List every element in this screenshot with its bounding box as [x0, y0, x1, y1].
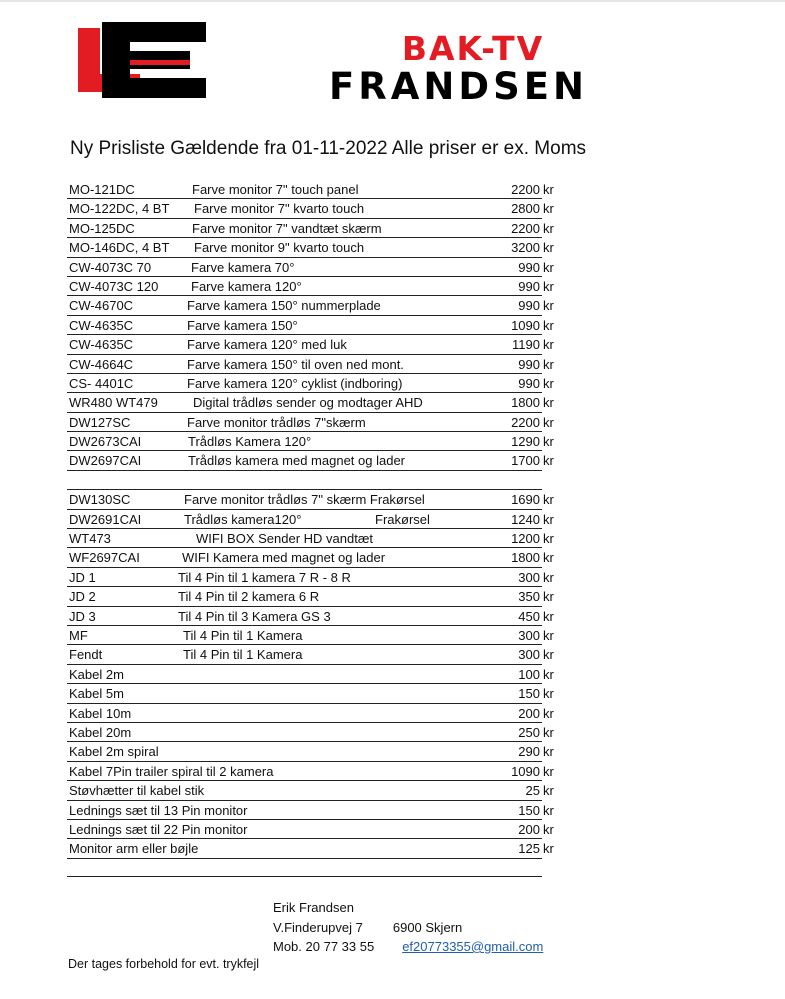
contact-block: [273, 898, 543, 957]
item-description: Farve monitor 7" vandtæt skærm: [192, 220, 382, 236]
table-row: [67, 355, 567, 374]
currency-unit: kr: [543, 434, 554, 450]
table-row: [67, 451, 567, 470]
item-code: WR480 WT479: [69, 395, 158, 411]
table-row: [67, 199, 567, 218]
contact-street: V.Finderupvej 7: [273, 919, 363, 935]
item-code: Kabel 7Pin trailer spiral til 2 kamera: [69, 763, 274, 779]
table-end-divider: [67, 876, 542, 877]
table-row: [67, 490, 567, 509]
item-code: CW-4664C: [69, 356, 134, 372]
row-divider: [67, 858, 542, 859]
currency-unit: kr: [543, 783, 554, 799]
item-code: WT473: [69, 531, 111, 547]
item-description: Farve kamera 150° til oven ned mont.: [187, 356, 404, 372]
item-description: Farve kamera 150°: [187, 317, 298, 333]
currency-unit: kr: [543, 569, 554, 585]
table-row: [67, 820, 567, 839]
currency-unit: kr: [543, 686, 554, 702]
item-code: MO-125DC: [69, 220, 135, 236]
item-description: Farve kamera 70°: [191, 259, 295, 275]
item-code: MO-121DC: [69, 182, 135, 197]
item-description: Farve kamera 150° nummerplade: [187, 298, 381, 314]
table-row: [67, 781, 567, 800]
currency-unit: kr: [543, 550, 554, 566]
item-description: Farve monitor 7" touch panel: [192, 182, 359, 197]
table-row: [67, 316, 567, 335]
item-description: Farve monitor 9" kvarto touch: [194, 240, 365, 256]
table-row: [67, 839, 567, 858]
table-row: [67, 413, 567, 432]
item-code: Kabel 2m: [69, 666, 124, 682]
item-code: Monitor arm eller bøjle: [69, 841, 199, 857]
currency-unit: kr: [543, 802, 554, 818]
item-price: 200: [518, 705, 540, 721]
item-code: JD 2: [69, 589, 96, 605]
item-price: 990: [518, 356, 540, 372]
item-description: Til 4 Pin til 1 Kamera: [183, 647, 303, 663]
item-description: Farve kamera 120° cyklist (indboring): [187, 375, 403, 391]
logo-text-frandsen: FRANDSEN: [329, 65, 588, 108]
item-price: 1200: [511, 531, 540, 547]
contact-city: 6900 Skjern: [392, 919, 463, 935]
contact-address: [273, 918, 543, 938]
item-code: Kabel 10m: [69, 705, 132, 721]
item-description: WIFI BOX Sender HD vandtæt: [196, 531, 374, 547]
item-price: 1240: [511, 511, 540, 527]
item-code: MO-146DC, 4 BT: [69, 240, 170, 256]
item-code: Fendt: [69, 647, 103, 663]
table-row: [67, 723, 567, 742]
table-row: [67, 374, 567, 393]
item-price: 1190: [512, 337, 540, 353]
currency-unit: kr: [543, 841, 554, 857]
item-price: 1290: [511, 434, 540, 450]
item-code: Kabel 2m spiral: [69, 744, 159, 760]
item-code: MO-122DC, 4 BT: [69, 201, 170, 217]
currency-unit: kr: [543, 744, 554, 760]
currency-unit: kr: [543, 201, 554, 217]
item-code: DW130SC: [69, 492, 131, 508]
item-price: 1090: [511, 317, 540, 333]
item-description: Farve monitor trådløs 7"skærm: [187, 414, 366, 430]
item-description: Trådløs kamera med magnet og lader: [188, 453, 406, 469]
currency-unit: kr: [543, 182, 554, 197]
table-row: [67, 704, 567, 723]
currency-unit: kr: [543, 724, 554, 740]
item-description: Til 4 Pin til 1 kamera 7 R - 8 R: [178, 569, 351, 585]
item-code: Lednings sæt til 22 Pin monitor: [69, 821, 248, 837]
currency-unit: kr: [543, 375, 554, 391]
price-list-title: Ny Prisliste Gældende fra 01-11-2022 Alle priser er ex. Moms: [70, 138, 587, 159]
item-price: 990: [518, 259, 540, 275]
currency-unit: kr: [543, 298, 554, 314]
item-description: Trådløs kamera120°: [184, 511, 302, 527]
table-row: [67, 258, 567, 277]
table-row: [67, 684, 567, 703]
currency-unit: kr: [543, 492, 554, 508]
item-price: 990: [518, 298, 540, 314]
item-code: DW127SC: [69, 414, 131, 430]
item-price: 125: [518, 841, 540, 857]
table-row: [67, 219, 567, 238]
item-code: CW-4635C: [69, 317, 134, 333]
currency-unit: kr: [543, 821, 554, 837]
item-description: Til 4 Pin til 3 Kamera GS 3: [178, 608, 331, 624]
currency-unit: kr: [543, 414, 554, 430]
table-row: [67, 607, 567, 626]
currency-unit: kr: [543, 317, 554, 333]
item-price: 450: [518, 608, 540, 624]
item-price: 300: [518, 647, 540, 663]
item-code: CS- 4401C: [69, 375, 134, 391]
item-code: Lednings sæt til 13 Pin monitor: [69, 802, 248, 818]
logo-mark-icon: [78, 22, 208, 98]
top-border: [0, 0, 785, 2]
contact-phone-line: [273, 937, 543, 957]
price-table: [67, 180, 567, 859]
item-price: 2200: [511, 220, 540, 236]
item-code: CW-4073C 70: [69, 259, 152, 275]
item-description: Farve monitor trådløs 7" skærm Frakørsel: [184, 492, 425, 508]
contact-name: Erik Frandsen: [273, 900, 354, 915]
contact-email-link[interactable]: ef20773355@gmail.com: [402, 939, 544, 954]
currency-unit: kr: [543, 763, 554, 779]
item-price: 350: [518, 589, 540, 605]
contact-phone: Mob. 20 77 33 55: [273, 939, 375, 954]
table-row: [67, 529, 567, 548]
company-logo: [78, 22, 588, 108]
item-code: Kabel 20m: [69, 724, 132, 740]
item-description: Til 4 Pin til 2 kamera 6 R: [178, 589, 320, 605]
item-code: WF2697CAI: [69, 550, 140, 566]
item-price: 300: [518, 627, 540, 643]
item-code: DW2673CAI: [69, 434, 142, 450]
table-row: [67, 742, 567, 761]
item-price: 1800: [511, 395, 540, 411]
item-description: Trådløs Kamera 120°: [188, 434, 312, 450]
currency-unit: kr: [543, 259, 554, 275]
item-code: CW-4073C 120: [69, 278, 159, 294]
item-code: Kabel 5m: [69, 686, 124, 702]
currency-unit: kr: [543, 278, 554, 294]
currency-unit: kr: [543, 453, 554, 469]
table-row: [67, 432, 567, 451]
disclaimer-text: Der tages forbehold for evt. trykfejl: [68, 957, 260, 971]
table-row: [67, 801, 567, 820]
item-description: Farve kamera 120° med luk: [187, 337, 347, 353]
currency-unit: kr: [543, 337, 554, 353]
item-price: 150: [518, 802, 540, 818]
table-row: [67, 665, 567, 684]
item-price: 300: [518, 569, 540, 585]
currency-unit: kr: [543, 705, 554, 721]
table-row: [67, 238, 567, 257]
currency-unit: kr: [543, 531, 554, 547]
item-description: Farve monitor 7" kvarto touch: [194, 201, 365, 217]
table-row: [67, 335, 567, 354]
currency-unit: kr: [543, 627, 554, 643]
item-code: JD 3: [69, 608, 96, 624]
item-code: JD 1: [69, 569, 96, 585]
table-spacer: [67, 471, 567, 490]
currency-unit: kr: [543, 647, 554, 663]
item-description: WIFI Kamera med magnet og lader: [182, 550, 386, 566]
currency-unit: kr: [543, 220, 554, 236]
item-code: Støvhætter til kabel stik: [69, 783, 205, 799]
item-description: Til 4 Pin til 1 Kamera: [183, 627, 303, 643]
item-description: Digital trådløs sender og modtager AHD: [193, 395, 423, 411]
item-price: 2800: [511, 201, 540, 217]
item-price: 2200: [511, 182, 540, 197]
item-price: 150: [518, 686, 540, 702]
item-code: CW-4635C: [69, 337, 134, 353]
logo-text-bak-tv: BAK-TV: [401, 29, 545, 68]
table-row: [67, 548, 567, 567]
item-price: 990: [518, 375, 540, 391]
item-code: DW2697CAI: [69, 453, 142, 469]
table-row: [67, 645, 567, 664]
item-price: 100: [518, 666, 540, 682]
item-price: 1800: [511, 550, 540, 566]
item-code: DW2691CAI: [69, 511, 142, 527]
currency-unit: kr: [543, 395, 554, 411]
item-code: MF: [69, 627, 88, 643]
item-price: 250: [518, 724, 540, 740]
table-row: [67, 510, 567, 529]
item-price: 1090: [511, 763, 540, 779]
item-price: 2200: [511, 414, 540, 430]
item-price: 1700: [511, 453, 540, 469]
table-row: [67, 587, 567, 606]
table-row: [67, 180, 567, 199]
currency-unit: kr: [543, 240, 554, 256]
table-row: [67, 393, 567, 412]
item-price: 25: [525, 783, 540, 799]
table-row: [67, 277, 567, 296]
item-code: CW-4670C: [69, 298, 134, 314]
item-description-extra: Frakørsel: [375, 511, 430, 527]
currency-unit: kr: [543, 589, 554, 605]
table-row: [67, 626, 567, 645]
item-price: 290: [518, 744, 540, 760]
currency-unit: kr: [543, 511, 554, 527]
table-row: [67, 568, 567, 587]
currency-unit: kr: [543, 666, 554, 682]
item-price: 3200: [511, 240, 540, 256]
table-row: [67, 296, 567, 315]
item-price: 1690: [511, 492, 540, 508]
table-row: [67, 762, 567, 781]
item-description: Farve kamera 120°: [191, 278, 302, 294]
currency-unit: kr: [543, 356, 554, 372]
item-price: 200: [518, 821, 540, 837]
currency-unit: kr: [543, 608, 554, 624]
item-price: 990: [518, 278, 540, 294]
